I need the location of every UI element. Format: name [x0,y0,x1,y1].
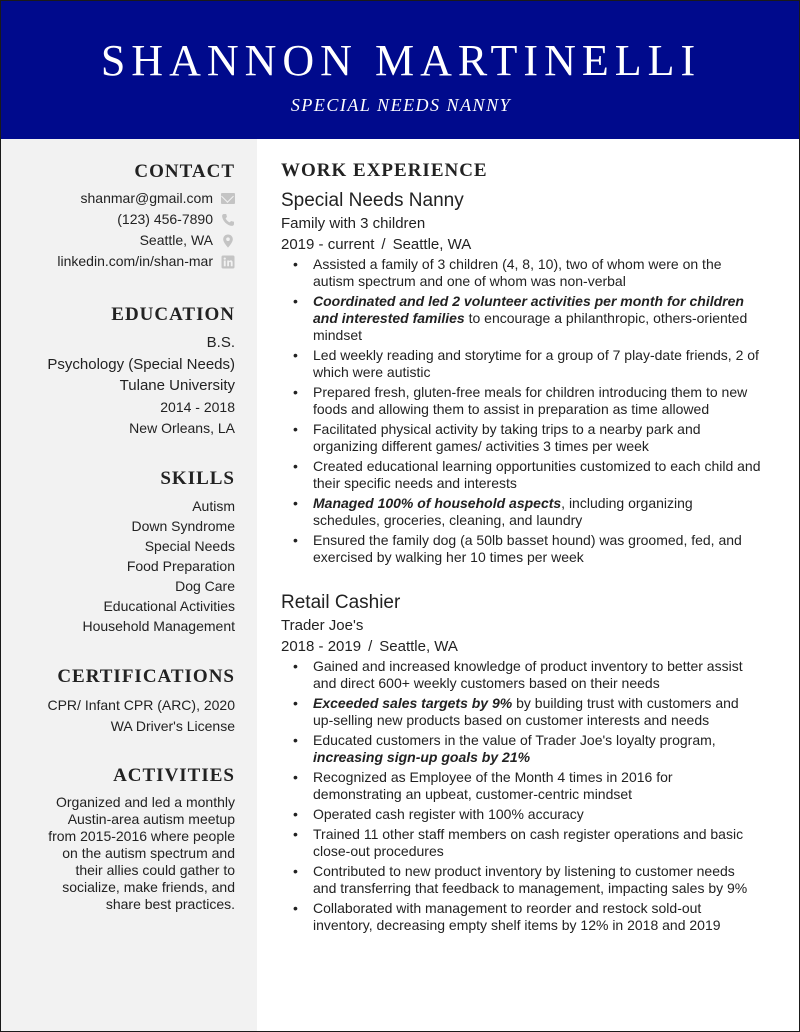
job-bullet [281,256,761,290]
job-company: Family with 3 children [281,215,426,232]
bullet-text: Ensured the family dog (a 50lb basset hound) was groomed, fed, and exercised by walking her 10 times per week [313,532,742,565]
activities-line: on the autism spectrum and [62,845,235,861]
activities-section [11,764,235,913]
certification-item: WA Driver's License [110,718,235,734]
linkedin-icon [221,255,235,269]
phone-icon [221,213,235,227]
bullet-text: Created educational learning opportunities customized to each child and their specific needs and interests [313,458,761,491]
job-bullet [281,495,761,529]
work-experience-heading: WORK EXPERIENCE [281,160,488,181]
education-section [11,303,235,439]
resume-header [1,1,800,139]
activities-heading: ACTIVITIES [113,765,235,786]
education-major: Psychology (Special Needs) [47,355,235,373]
education-heading: EDUCATION [111,304,235,325]
bullet-text: Gained and increased knowledge of product inventory to better assist and direct 600+ weekly customers based on their needs [313,658,743,691]
job-bullets [281,256,761,566]
candidate-name: SHANNON MARTINELLI [100,36,702,85]
bullet-highlight: Coordinated and led 2 volunteer activities per month for children and interested families [313,293,744,326]
job-bullet [281,732,761,766]
job-bullet [281,532,761,566]
contact-location-text: Seattle, WA [139,232,213,248]
mail-icon [221,193,235,204]
skill-item: Special Needs [144,538,235,554]
sidebar [1,139,257,1032]
job-entry [281,591,761,937]
location-pin-icon [221,234,235,248]
education-school: Tulane University [119,377,235,394]
contact-linkedin[interactable] [11,251,235,272]
job-meta-separator: / [381,236,386,253]
bullet-text: , including organizing schedules, groceries, cleaning, and laundry [313,495,693,528]
job-bullet [281,826,761,860]
activities-line: Organized and led a monthly [56,794,235,810]
job-bullet [281,900,761,934]
bullet-text: Prepared fresh, gluten-free meals for children introducing them to new foods and allowing them to assist in preparation as time allowed [313,384,748,417]
skill-item: Autism [192,498,235,514]
bullet-text: Trained 11 other staff members on cash register operations and basic close-out procedures [313,826,744,859]
contact-phone-text: (123) 456-7890 [117,211,213,227]
job-dates: 2018 - 2019 [281,638,362,655]
contact-section [11,160,235,272]
skill-item: Down Syndrome [131,518,235,534]
skill-item: Dog Care [175,578,235,594]
contact-phone[interactable] [11,209,235,230]
job-bullet [281,658,761,692]
job-bullet [281,293,761,344]
job-meta-separator: / [368,638,373,655]
bullet-text: by building trust with customers and up-selling new products based on customer interests and needs [313,695,739,728]
contact-email-text: shanmar@gmail.com [80,190,213,206]
candidate-title: SPECIAL NEEDS NANNY [290,95,512,115]
bullet-text: Led weekly reading and storytime for a group of 7 play-date friends, 2 of which were autistic [313,347,759,380]
job-bullets [281,658,761,934]
activities-line: Austin-area autism meetup [67,811,235,827]
bullet-highlight: increasing sign-up goals by 21% [313,749,531,765]
bullet-text: Facilitated physical activity by taking trips to a nearby park and organizing different games/ activities 3 times per week [313,421,701,454]
skill-item: Food Preparation [126,558,235,574]
job-location: Seattle, WA [392,236,472,253]
contact-email[interactable] [11,188,235,209]
job-role: Special Needs Nanny [281,190,464,211]
bullet-text: Assisted a family of 3 children (4, 8, 10), two of whom were on the autism spectrum and one of whom was non-verbal [313,256,722,289]
bullet-text: to encourage a philanthropic, others-oriented mindset [313,310,748,343]
bullet-highlight: Managed 100% of household aspects [313,495,562,511]
education-dates: 2014 - 2018 [160,398,235,415]
job-bullet [281,863,761,897]
activities-line: share best practices. [105,896,235,912]
job-bullet [281,458,761,492]
job-company: Trader Joe's [281,617,364,634]
certifications-heading: CERTIFICATIONS [57,666,235,687]
job-role: Retail Cashier [281,592,401,613]
education-degree: B.S. [206,334,235,351]
job-bullet [281,347,761,381]
skill-item: Educational Activities [103,598,235,614]
job-bullet [281,421,761,455]
contact-location [11,230,235,251]
bullet-text: Recognized as Employee of the Month 4 times in 2016 for demonstrating an upbeat, customer-centric mindset [313,769,673,802]
bullet-text: Contributed to new product inventory by listening to customer needs and transferring that feedback to management, impacting sales by 9% [313,863,748,896]
activities-line: socialize, make friends, and [62,879,235,895]
bullet-text: Operated cash register with 100% accuracy [313,806,584,822]
job-bullet [281,806,761,823]
bullet-text: Collaborated with management to reorder and restock sold-out inventory, decreasing empty shelf items by 12% in 2018 and 2019 [313,900,721,933]
job-location: Seattle, WA [379,638,458,655]
job-meta [281,636,761,657]
job-dates: 2019 - current [281,236,375,253]
skill-item: Household Management [82,618,235,634]
skills-heading: SKILLS [160,468,235,489]
bullet-text: Educated customers in the value of Trader Joe's loyalty program, [313,732,716,748]
job-bullet [281,769,761,803]
job-entry [281,189,761,569]
activities-line: their allies could gather to [75,862,235,878]
activities-line: from 2015-2016 where people [48,828,235,844]
job-meta [281,234,761,255]
job-bullet [281,695,761,729]
education-location: New Orleans, LA [129,419,235,436]
bullet-highlight: Exceeded sales targets by 9% [313,695,513,711]
certifications-section [11,665,235,737]
contact-heading: CONTACT [134,161,235,182]
job-bullet [281,384,761,418]
contact-linkedin-text: linkedin.com/in/shan-mar [57,253,213,269]
skills-section [11,467,235,636]
certification-item: CPR/ Infant CPR (ARC), 2020 [47,697,235,713]
